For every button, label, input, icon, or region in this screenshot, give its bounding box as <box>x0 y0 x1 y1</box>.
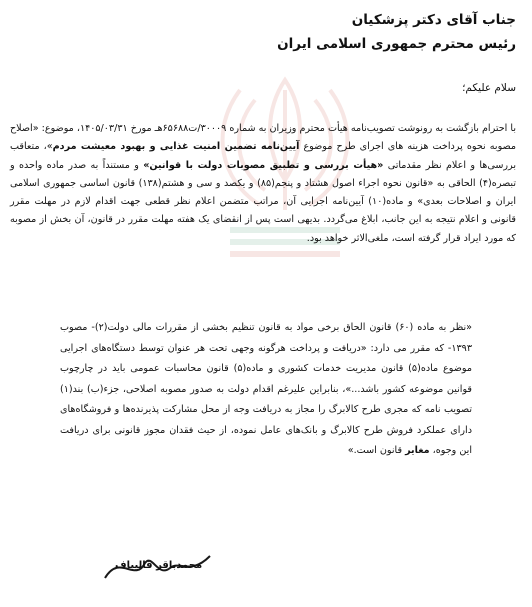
quote-text: «نظر به ماده (۶۰) قانون الحاق برخی مواد به قانون تنظیم بخشی از مقررات مالی دولت(۲)- مصوب ۱۳۹۳- که مقرر می دارد: «دریافت و پرداخت هرگونه وجهی تحت هر عنوان توسط دستگاه‌های اجرایی موضوع ماده(۵) قانون مدیریت خدمات کشوری و ماده(۵) قانون محاسبات عمومی باید در چارچوب قوانین موضوعه کشور باشد...»، بنابراین علیرغم اقدام دولت به صدور مصوبه اصلاحی، جزء(ب) بند(۱) تصویب نامه که مجری طرح کالابرگ را مجاز به دریافت وجه از محل مشارکت پذیرنده‌ها و فروشگاه‌های دارای عملکرد فروش طرح کالابرگ و بانک‌های عامل نموده، از حیث فقدان مجوز قانونی برای دریافت این وجوه، <box>60 322 472 456</box>
signer-name: محمدباقر قالیباف <box>115 560 203 571</box>
body-text: با احترام بازگشت به رونوشت تصویب‌نامه هیأت محترم وزیران به شماره ۳۰۰۰۹/ت۶۵۶۸۸هـ مورخ ۱۴۰۵/۰۳/۳۱، موضوع: «اصلاح مصوبه نحوه پرداخت هزینه های اجرای طرح موضوع <box>9 123 516 153</box>
addressee-title: جناب آقای دکتر پزشکیان <box>351 12 516 28</box>
quote-bold: مغایر <box>405 445 430 456</box>
body-text: و مستنداً به صدر ماده واحده و تبصره(۴) الحاقی به «قانون نحوه اجراء اصول هشتاد و پنجم(۸۵) و یکصد و سی و هشتم(۱۳۸) قانون اساسی جمهوری اسلامی ایران و اصلاحات بعدی» و ماده(۱۰) آیین‌نامه اجرایی آن، مراتب متضمن اعلام نظر قطعی جهت اقدام لازم در مهلت مقرر قانونی و اعلام نتیجه به این جانب، ابلاغ می‌گردد. بدیهی است پس از انقضای یک هفته مهلت مقرر در قانون، آن بخش از مصوبه که مورد ایراد قرار گرفته است، ملغی‌الاثر خواهد بود. <box>10 159 516 244</box>
quoted-opinion <box>60 318 472 462</box>
quote-text: قانون است.» <box>347 445 406 456</box>
letter-body <box>10 120 516 248</box>
body-text: »، متعاقب بررسی‌ها و اعلام نظر مقدماتی <box>10 141 516 171</box>
body-bold-board: «هیأت بررسی و تطبیق مصوبات دولت با قوانین» <box>143 159 384 171</box>
addressee-role: رئیس محترم جمهوری اسلامی ایران <box>277 36 516 52</box>
body-bold-title: آیین‌نامه تضمین امنیت غذایی و بهبود معیشت مردم <box>52 141 300 153</box>
greeting-text: سلام علیکم؛ <box>462 82 516 94</box>
